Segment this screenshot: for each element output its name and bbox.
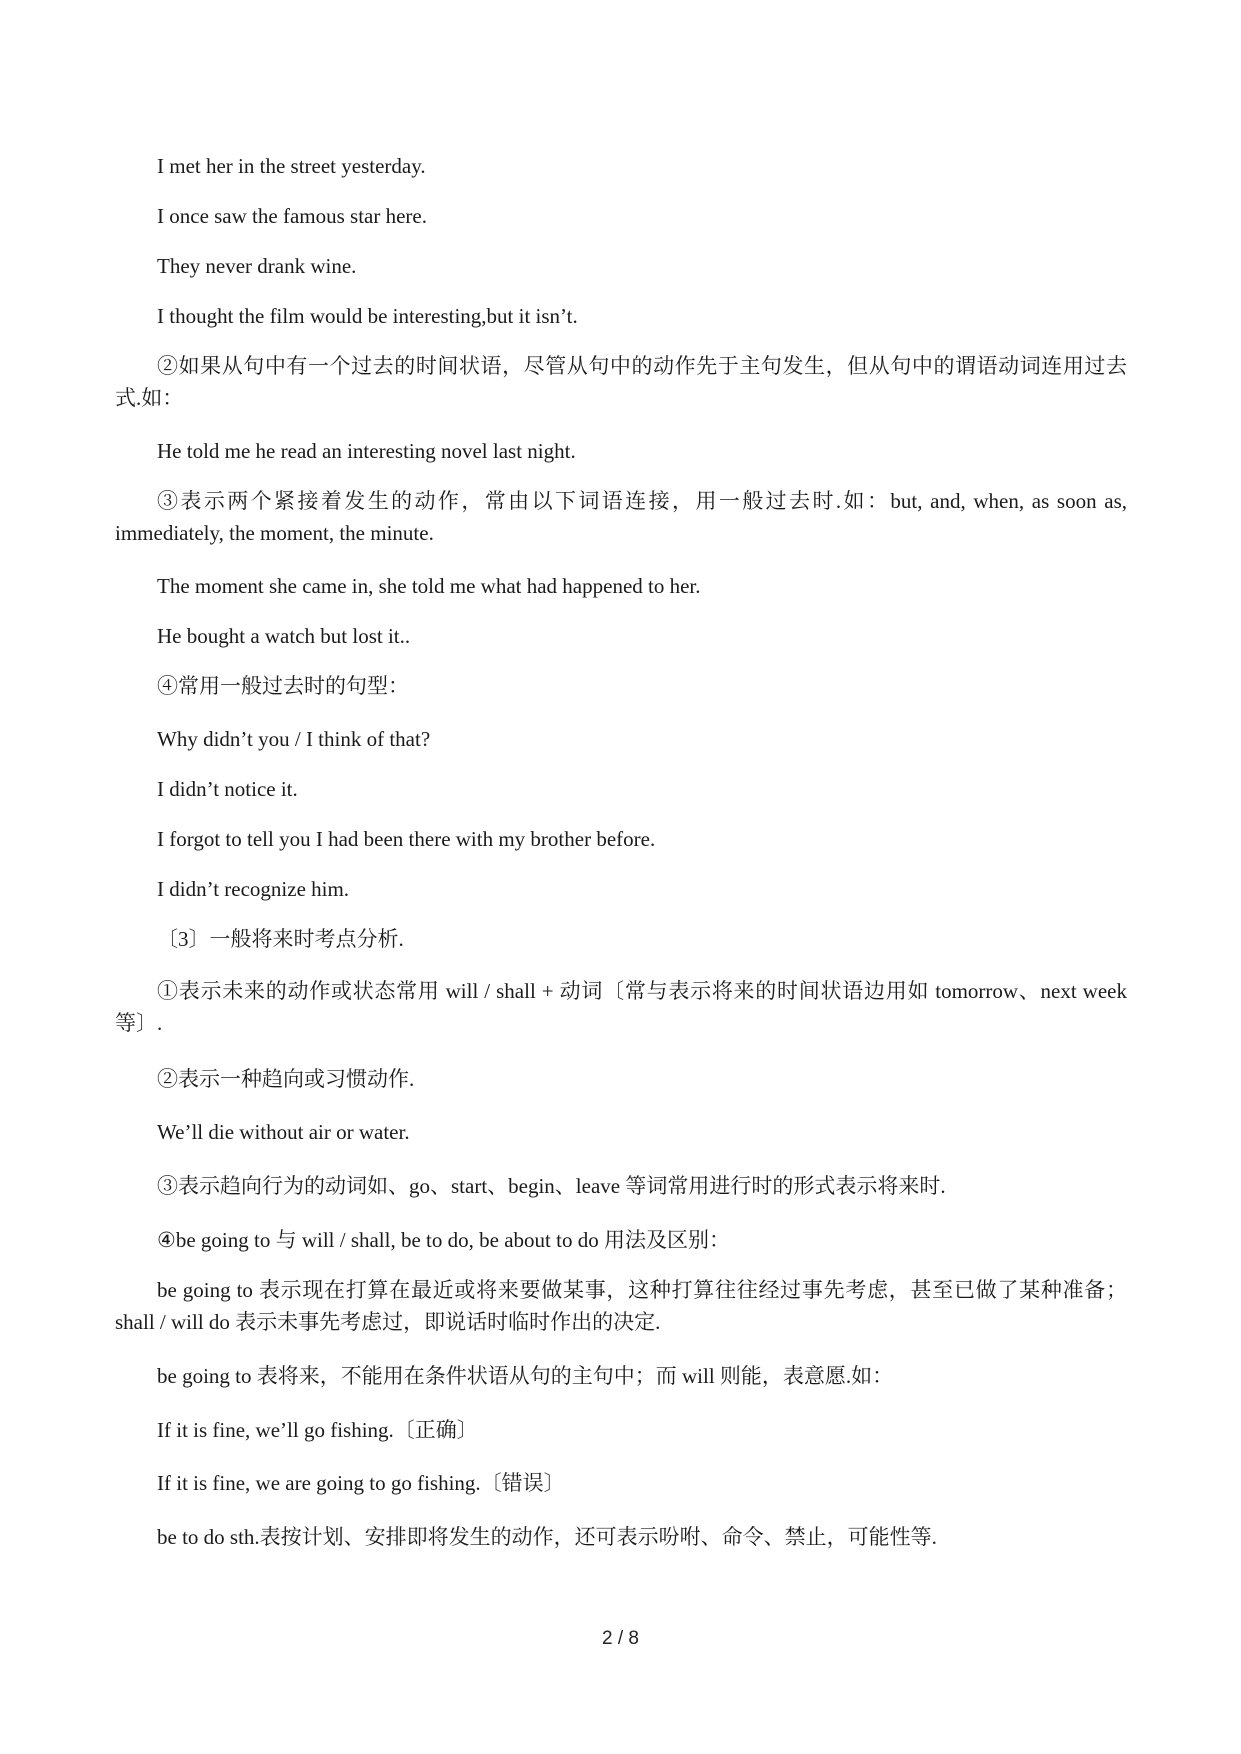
rule-line: be going to 表将来，不能用在条件状语从句的主句中；而 will 则能，表意愿.如： bbox=[157, 1364, 894, 1388]
section-heading: ④常用一般过去时的句型： bbox=[157, 674, 409, 698]
example-sentence: The moment she came in, she told me what had happened to her. bbox=[157, 574, 701, 598]
example-sentence: I didn’t notice it. bbox=[157, 777, 298, 801]
example-sentence: I thought the film would be interesting,but it isn’t. bbox=[157, 304, 578, 328]
example-sentence: If it is fine, we are going to go fishing.〔错误〕 bbox=[157, 1471, 565, 1495]
example-sentence: We’ll die without air or water. bbox=[157, 1120, 410, 1144]
example-sentence: I met her in the street yesterday. bbox=[157, 154, 426, 178]
rule-paragraph: be going to 表示现在打算在最近或将来要做某事，这种打算往往经过事先考虑，甚至已做了某种准备；shall / will do 表示未事先考虑过，即说话时临时作出的决定. bbox=[115, 1278, 1127, 1334]
example-sentence: If it is fine, we’ll go fishing.〔正确〕 bbox=[157, 1418, 478, 1442]
example-sentence: They never drank wine. bbox=[157, 254, 357, 278]
rule-line: ②表示一种趋向或习惯动作. bbox=[157, 1067, 415, 1091]
page-number: 2 / 8 bbox=[602, 1628, 639, 1649]
example-sentence: I once saw the famous star here. bbox=[157, 204, 427, 228]
rule-paragraph: ③表示两个紧接着发生的动作，常由以下词语连接，用一般过去时.如：but, and, when, as soon as, immediately, the moment, the minute. bbox=[115, 489, 1127, 545]
rule-line: be to do sth.表按计划、安排即将发生的动作，还可表示吩咐、命令、禁止，可能性等. bbox=[157, 1525, 937, 1549]
example-sentence: He told me he read an interesting novel last night. bbox=[157, 439, 576, 463]
rule-line: ③表示趋向行为的动词如、go、start、begin、leave 等词常用进行时的形式表示将来时. bbox=[157, 1174, 946, 1198]
rule-paragraph: ①表示未来的动作或状态常用 will / shall + 动词〔常与表示将来的时间状语边用如 tomorrow、next week 等〕. bbox=[115, 979, 1127, 1035]
section-heading: 〔3〕一般将来时考点分析. bbox=[157, 927, 404, 951]
example-sentence: He bought a watch but lost it.. bbox=[157, 624, 411, 648]
rule-paragraph: ②如果从句中有一个过去的时间状语，尽管从句中的动作先于主句发生，但从句中的谓语动词连用过去式.如： bbox=[115, 354, 1127, 410]
example-sentence: I forgot to tell you I had been there with my brother before. bbox=[157, 827, 656, 851]
example-sentence: Why didn’t you / I think of that? bbox=[157, 727, 431, 751]
example-sentence: I didn’t recognize him. bbox=[157, 877, 350, 901]
rule-line: ④be going to 与 will / shall, be to do, be about to do 用法及区别： bbox=[157, 1228, 730, 1252]
